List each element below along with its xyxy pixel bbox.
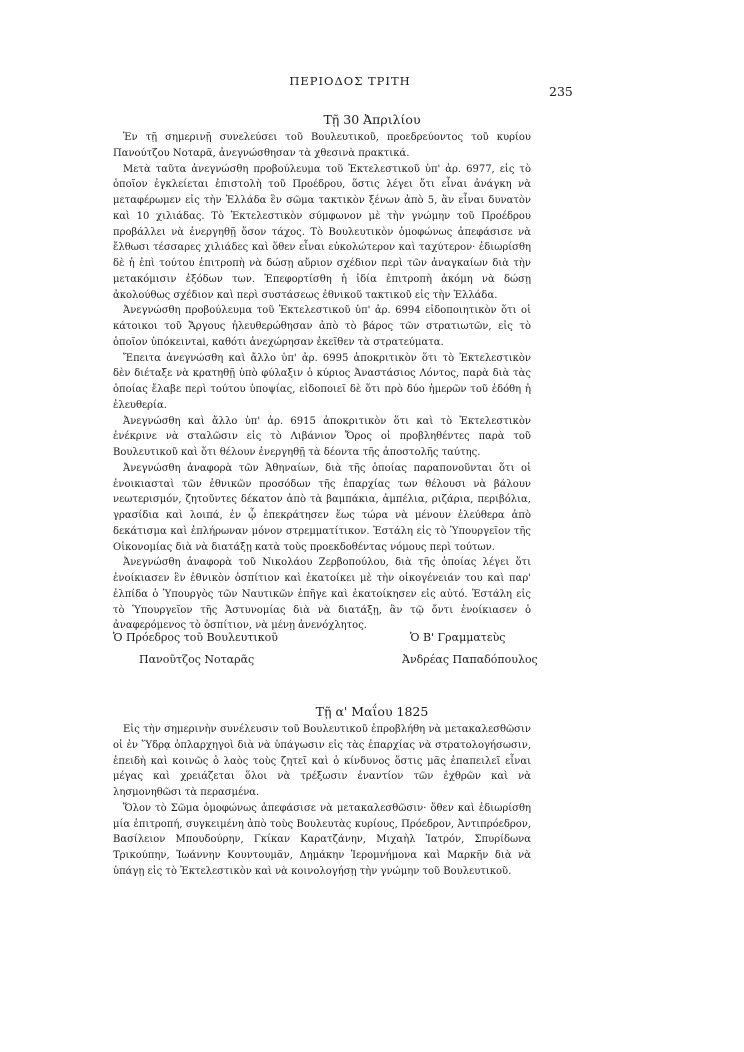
signature-title: Ὁ Πρόεδρος τοῦ Βουλευτικοῦ <box>113 631 278 644</box>
running-title: ΠΕΡΙΟΔΟΣ ΤΡΙΤΗ <box>289 74 411 88</box>
president-signature <box>113 627 278 671</box>
paragraph: Ἔπειτα ἀνεγνώσθη καὶ ἄλλο ὑπ' ἀρ. 6995 ἀποκριτικὸν ὅτι τὸ Ἐκτελεστικὸν δὲν διέταξε νὰ κρατηθῇ ὑπὸ φύλαξιν ὁ κύριος Ἀναστάσιος Λόντος, παρὰ διὰ τὰς ὁποίας ἔλαβε περὶ τούτου ὑποψίας, εἰδοποιεῖ δὲ ὅτι πρὸ δύο ἡμερῶν τοῦ ἐδόθη ἡ ἐλευθερία. <box>113 352 531 411</box>
paragraph: Ἀνεγνώσθη ἀναφορὰ τοῦ Νικολάου Ζερβοπούλου, διὰ τῆς ὁποίας λέγει ὅτι ἐνοίκιασεν ἓν ἐθνικὸν ὀσπίτιον καὶ ἐκατοίκει μὲ τὴν οἰκογένειάν του καὶ παρ' ἐλπίδα ὁ Ὑπουργὸς τῶν Ναυτικῶν ἐπῆγε καὶ ἐκατοίκησεν εἰς αὐτό. Ἐστάλη εἰς τὸ Ὑπουργεῖον τῆς Ἀστυνομίας διὰ νὰ διατάξῃ, ἂν τῷ ὄντι ἐνοίκιασεν ὁ ἀναφερόμενος τὸ ὀσπίτιον, νὰ μένῃ ἀνενόχλητος. <box>113 557 531 632</box>
page-number: 235 <box>549 84 573 99</box>
secretary-signature <box>402 627 538 671</box>
paragraph: Ἐν τῇ σημερινῇ συνελεύσει τοῦ Βουλευτικοῦ, προεδρεύοντος τοῦ κυρίου Πανούτζου Νοταρᾶ, ἀνεγνώσθησαν τὰ χθεσινὰ πρακτικά. <box>113 132 531 159</box>
session-date-heading: Τῇ 30 Ἀπριλίου <box>323 112 421 127</box>
signature-name: Ἀνδρέας Παπαδόπουλος <box>402 653 538 666</box>
paragraph: Εἰς τὴν σημερινὴν συνέλευσιν τοῦ Βουλευτικοῦ ἐπροβλήθη νὰ μετακαλεσθῶσιν οἱ ἐν Ὕδρᾳ ὁπλαρχηγοὶ διὰ νὰ ὑπάγωσιν εἰς τὰς ἐπαρχίας νὰ στρατολογήσωσιν, ἐπειδὴ καὶ κοινῶς ὁ λαὸς τοὺς ζητεῖ καὶ ὁ κίνδυνος ὅστις μᾶς ἐπαπειλεῖ εἶναι μέγας καὶ χρειάζεται ὅλοι νὰ τρέξωσιν ἐναντίον τῶν ἐχθρῶν καὶ νὰ λησμονηθῶσι τὰ περασμένα. <box>113 724 531 798</box>
session-date-heading: Τῇ α' Μαΐου 1825 <box>315 704 429 719</box>
paragraph: Ἀνεγνώσθη καὶ ἄλλο ὑπ' ἀρ. 6915 ἀποκριτικὸν ὅτι καὶ τὸ Ἐκτελεστικὸν ἐνέκρινε νὰ σταλῶσιν εἰς τὸ Λιβάνιον Ὄρος οἱ προβληθέντες παρὰ τοῦ Βουλευτικοῦ καὶ ὅτι θέλουν ἐνεργηθῇ τὰ δέοντα τῆς ἀποστολῆς ταύτης. <box>113 415 531 458</box>
signature-title: Ὁ Β' Γραμματεὺς <box>410 631 506 644</box>
paragraph: Ἀνεγνώσθη προβούλευμα τοῦ Ἐκτελεστικοῦ ὑπ' ἀρ. 6994 εἰδοποιητικὸν ὅτι οἱ κάτοικοι τοῦ Ἄργους ἠλευθερώθησαν ἀπὸ τὸ βάρος τῶν στρατιωτῶν, εἰς τὸ ὁποῖον ὑπόκειντai, καθότι ἀνεχώρησαν ἐκεῖθεν τὰ στρατεύματα. <box>113 305 531 348</box>
paragraph: Μετὰ ταῦτα ἀνεγνώσθη προβούλευμα τοῦ Ἐκτελεστικοῦ ὑπ' ἀρ. 6977, εἰς τὸ ὁποῖον ἐγκλείεται ἐπιστολὴ τοῦ Προέδρου, ὅστις λέγει ὅτι εἶναι ἀνάγκη νὰ μεταφέρωμεν εἰς τὴν Ἑλλάδα ἓν σῶμα τακτικὸν ξένων ἀπὸ 5, ἂν εἶναι δυνατὸν καὶ 10 χιλιάδας. Τὸ Ἐκτελεστικὸν σύμφωνον μὲ τὴν γνώμην τοῦ Προέδρου προβάλλει νὰ ἐνεργηθῇ ὅσον τάχος. Τὸ Βουλευτικὸν ὁμοφώνως ἀπεφάσισε νὰ ἔλθωσι τέσσαρες χιλιάδες καὶ ὅθεν εἶναι εὐκολώτερον καὶ ταχύτερον· ἐδιωρίσθη δὲ ἡ ἐπὶ τούτου ἐπιτροπὴ νὰ δώσῃ αὔριον σχέδιον περὶ τῶν ἀναγκαίων διὰ τὴν μετακόμισιν ἐξόδων των. Ἐπεφορτίσθη ἡ ἰδία ἐπιτροπὴ ἀκόμη νὰ δώσῃ ἀκολούθως σχέδιον καὶ περὶ συστάσεως ἐθνικοῦ τακτικοῦ εἰς τὴν Ἑλλάδα. <box>113 163 531 301</box>
session-2-text <box>113 722 531 880</box>
signature-name: Πανοῦτζος Νοταρᾶς <box>139 653 255 666</box>
paragraph: Ἀνεγνώσθη ἀναφορὰ τῶν Ἀθηναίων, διὰ τῆς ὁποίας παραπονοῦνται ὅτι οἱ ἐνοικιασταὶ τῶν ἐθνικῶν προσόδων τῆς ἐπαρχίας των θέλουσι νὰ βάλουν νεωτερισμόν, ζητοῦντες δέκατον ἀπὸ τὰ βαμπάκια, ἀμπέλια, ριζάρια, περιβόλια, γρασίδια καὶ λοιπά, ἐν ᾧ ἐπεκράτησεν ἕως τώρα νὰ μένουν ἐλεύθερα ἀπὸ δεκάτισμα καὶ ἐπλήρωναν μόνον στρεμματίτικον. Ἐστάλη εἰς τὸ Ὑπουργεῖον τῆς Οἰκονομίας διὰ νὰ διατάξῃ κατὰ τοὺς προεκδοθέντας νόμους περὶ τούτων. <box>113 462 531 553</box>
session-1-text <box>113 130 531 634</box>
paragraph: Ὅλον τὸ Σῶμα ὁμοφώνως ἀπεφάσισε νὰ μετακαλεσθῶσιν· ὅθεν καὶ ἐδιωρίσθη μία ἐπιτροπή, συγκειμένη ἀπὸ τοὺς Βουλευτὰς κυρίους, Πρόεδρον, Ἀντιπρόεδρον, Βασίλειον Μπουδούρην, Γκίκαν Καρατζάνην, Μιχαὴλ Ἰατρόν, Σπυρίδωνα Τρικούπην, Ἰωάννην Κουντουμᾶν, Δημάκην Ἱερομνήμονα καὶ Μαρκῆν διὰ νὰ ὑπάγῃ εἰς τὸ Ἐκτελεστικὸν καὶ νὰ κοινολογήσῃ τὴν γνώμην τοῦ Βουλευτικοῦ. <box>113 802 531 877</box>
